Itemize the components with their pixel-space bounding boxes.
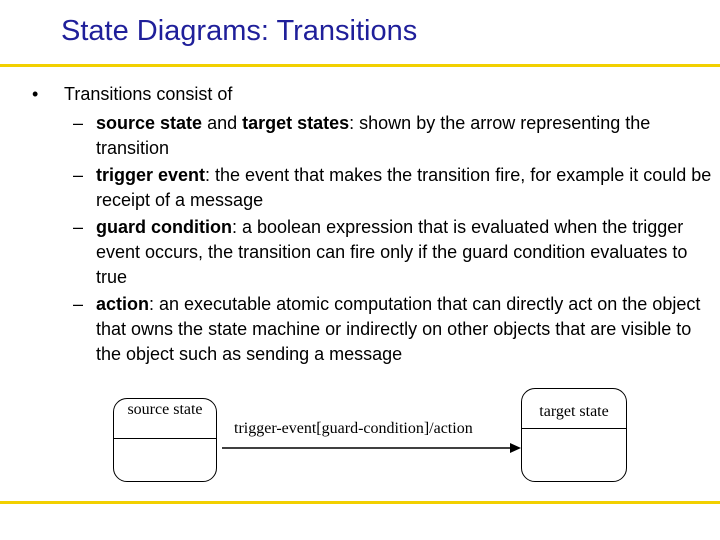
term-target-states: target states [242,113,350,133]
item-text: : a boolean expression that is evaluated when the trigger event occurs, the transition can fire only if the guard condition evaluates to true [96,217,688,287]
item-text: : an executable atomic computation that can directly act on the object that owns the state machine or indirectly on other objects that are visible to the object such as sending a message [96,294,701,364]
connector-text: and [202,113,243,133]
arrowhead-icon [510,443,521,453]
term-guard-condition: guard condition [96,217,232,237]
dash-marker: – [73,217,84,237]
item-text: : the event that makes the transition fire, for example it could be receipt of a message [96,165,712,210]
term-source-state: source state [96,113,203,133]
slide-title: State Diagrams: Transitions [61,15,418,47]
term-action: action [96,294,150,314]
transition-label: trigger-event[guard-condition]/action [234,420,473,437]
item-text: : shown by the arrow representing the transition [96,113,651,158]
bottom-rule [0,501,720,504]
dash-marker: – [73,165,84,185]
bullet-marker: • [32,84,39,104]
target-state-label: target state [539,403,609,420]
dash-marker: – [73,113,84,133]
term-trigger-event: trigger event [96,165,206,185]
dash-marker: – [73,294,84,314]
source-state-label: source state [127,401,203,418]
intro-text: Transitions consist of [64,84,233,104]
